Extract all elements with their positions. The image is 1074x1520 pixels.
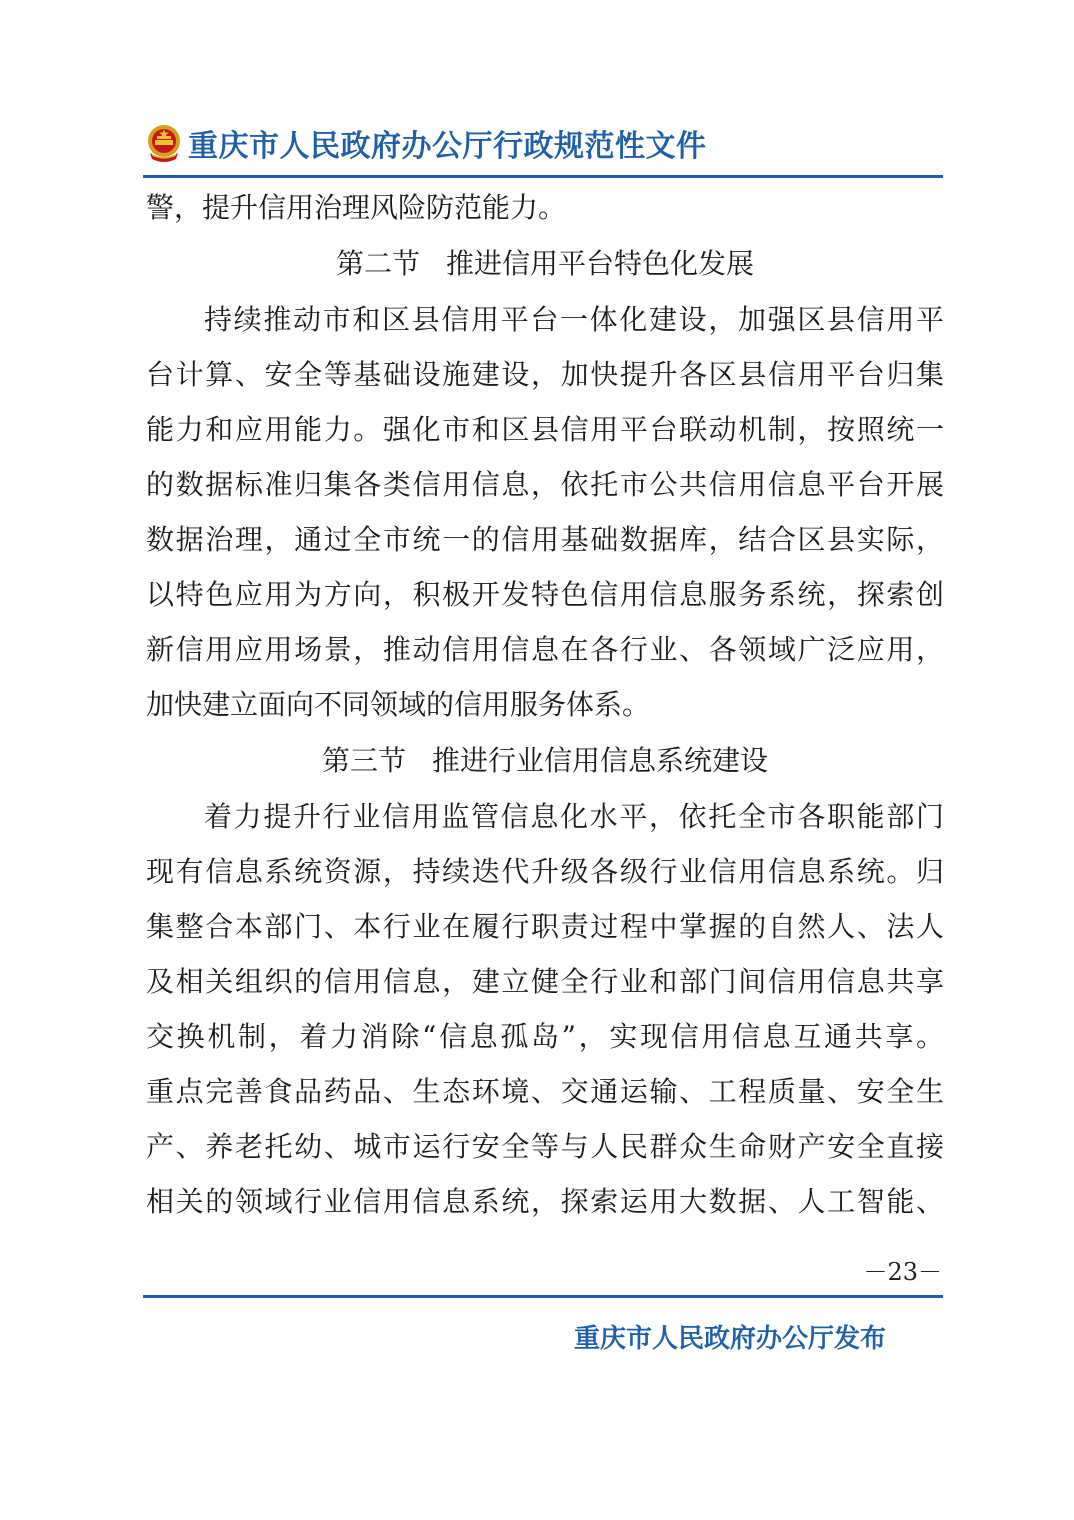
paragraph-line: 持续推动市和区县信用平台一体化建设，加强区县信用平 [204,303,944,336]
paragraph-line: 的数据标准归集各类信用信息，依托市公共信用信息平台开展 [146,468,944,501]
paragraph-section-2 [146,292,944,732]
paragraph-line: 及相关组织的信用信息，建立健全行业和部门间信用信息共享 [146,965,944,998]
header-title: 重庆市人民政府办公厅行政规范性文件 [188,129,707,164]
paragraph-line: 现有信息系统资源，持续迭代升级各级行业信用信息系统。归 [146,855,944,888]
paragraph-line: 能力和应用能力。强化市和区县信用平台联动机制，按照统一 [146,413,944,446]
paragraph-line: 重点完善食品药品、生态环境、交通运输、工程质量、安全生 [146,1075,944,1108]
paragraph-line: 警，提升信用治理风险防范能力。 [146,191,567,224]
section-heading-2 [146,235,944,292]
paragraph-line: 新信用应用场景，推动信用信息在各行业、各领域广泛应用， [146,633,944,666]
paragraph-line: 数据治理，通过全市统一的信用基础数据库，结合区县实际， [146,523,944,556]
paragraph-line: 加快建立面向不同领域的信用服务体系。 [146,688,651,721]
paragraph-line: 台计算、安全等基础设施建设，加快提升各区县信用平台归集 [146,358,944,391]
paragraph-line: 着力提升行业信用监管信息化水平，依托全市各职能部门 [204,800,944,833]
section-title: 推进行业信用信息系统建设 [432,744,769,777]
section-number: 第三节 [321,744,406,777]
section-title: 推进信用平台特色化发展 [446,247,755,280]
document-header [146,118,707,168]
section-heading-3 [146,732,944,789]
national-emblem-icon [146,123,182,163]
footer-divider [143,1295,943,1298]
footer-publisher: 重庆市人民政府办公厅发布 [574,1324,887,1354]
paragraph-line: 产、养老托幼、城市运行安全等与人民群众生命财产安全直接 [146,1130,944,1163]
paragraph-section-3 [146,789,944,1229]
document-body [146,180,944,1229]
page-number: －23－ [863,1258,942,1286]
paragraph-line: 以特色应用为方向，积极开发特色信用信息服务系统，探索创 [146,578,944,611]
header-divider [143,175,943,178]
section-number: 第二节 [335,247,420,280]
paragraph-line: 相关的领域行业信用信息系统，探索运用大数据、人工智能、 [146,1185,944,1218]
paragraph-line: 交换机制，着力消除“信息孤岛”，实现信用信息互通共享。 [146,1020,944,1053]
paragraph-line: 集整合本部门、本行业在履行职责过程中掌握的自然人、法人 [146,910,944,943]
